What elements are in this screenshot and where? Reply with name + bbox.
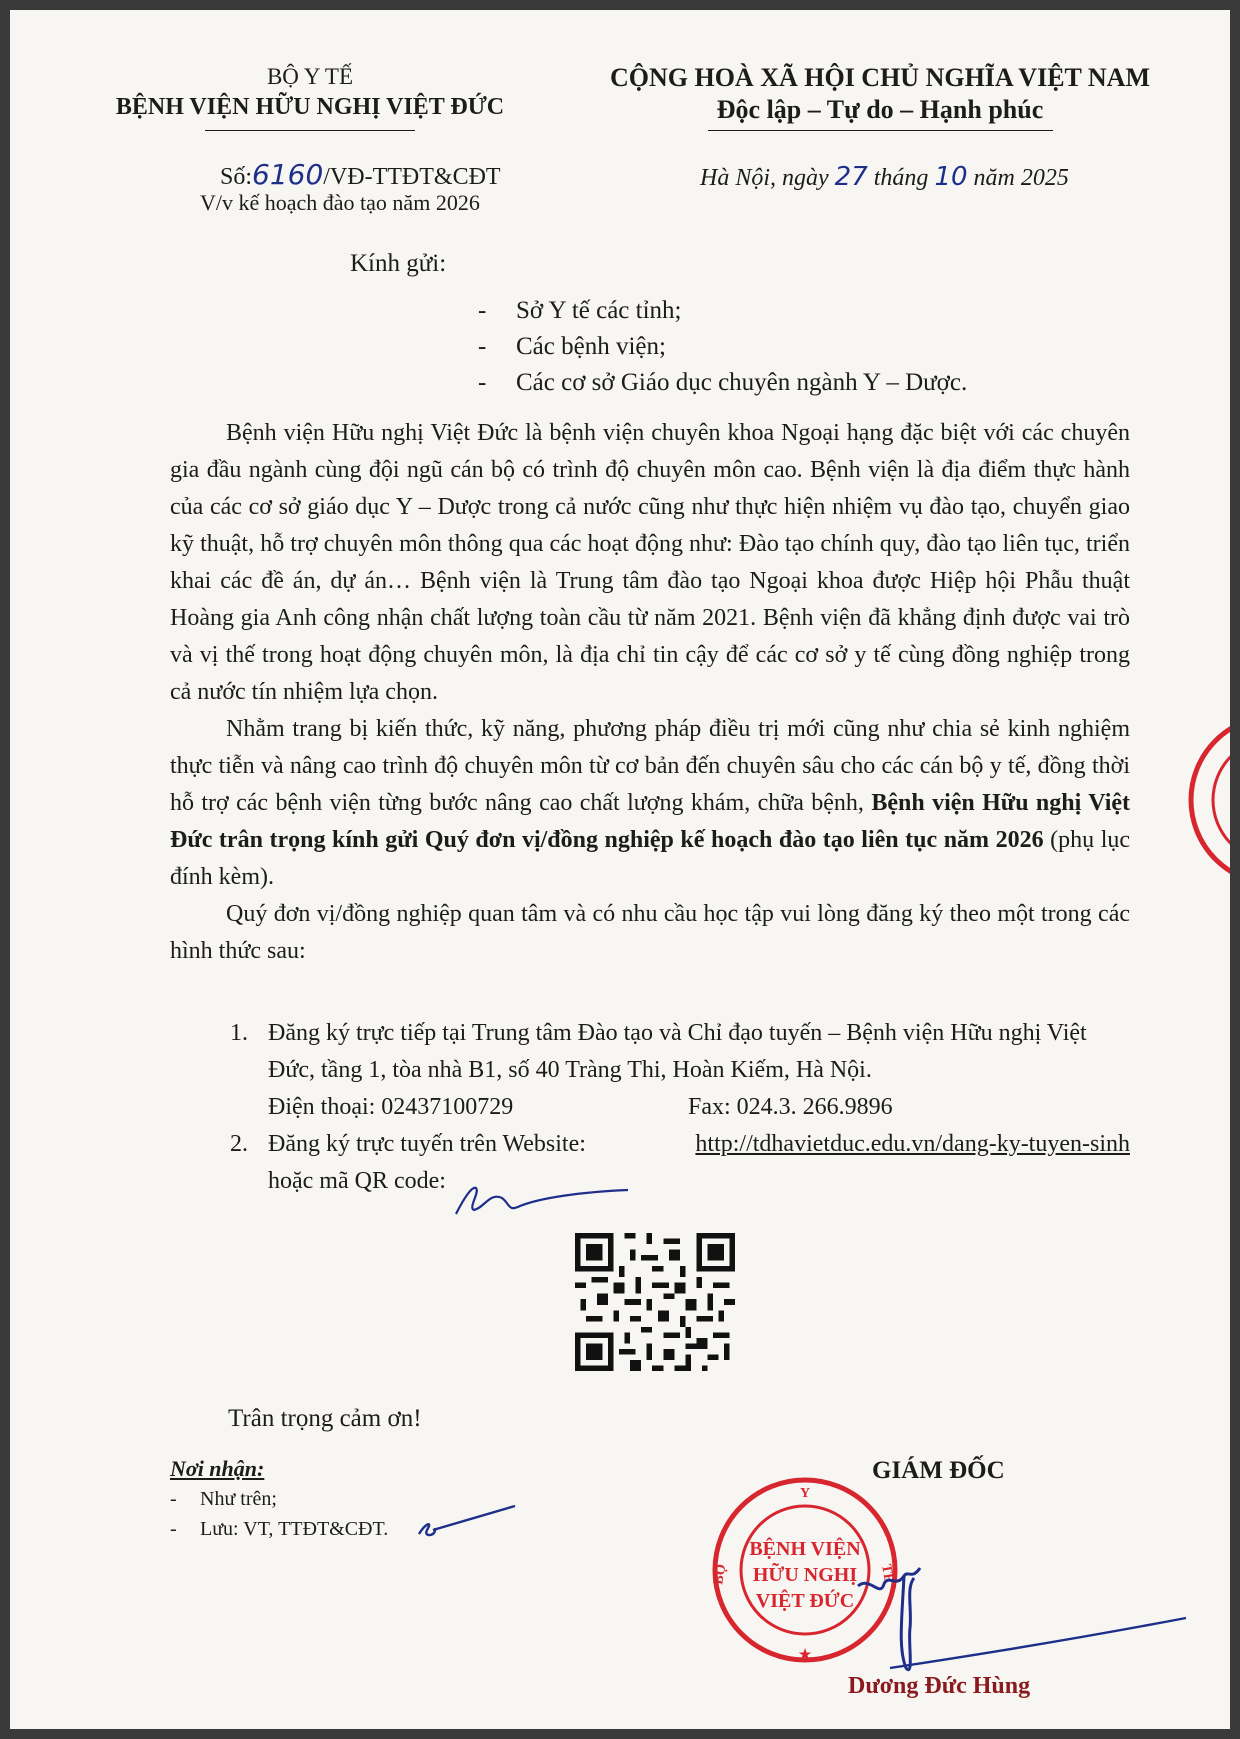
document-page: [10, 10, 1230, 1729]
recipient-item: - Sở Y tế các tỉnh;: [478, 297, 682, 324]
svg-text:HỮU NGHỊ: HỮU NGHỊ: [752, 1564, 858, 1586]
header-left: [70, 62, 550, 131]
qr-code-icon[interactable]: [575, 1232, 735, 1372]
recipients-footer-title: Nơi nhận:: [170, 1456, 265, 1481]
contact-row: [268, 1089, 1130, 1126]
archive-initial-icon: [415, 1500, 525, 1550]
doc-number-prefix: Số:: [220, 164, 253, 190]
registration-list: [230, 1015, 1130, 1200]
svg-text:BỆNH VIỆN: BỆNH VIỆN: [749, 1538, 861, 1560]
doc-number-handwritten: 6160: [252, 158, 324, 191]
salutation: Kính gửi:: [350, 250, 447, 277]
svg-text:TẾ: TẾ: [878, 1563, 897, 1585]
paragraph-purpose: Nhằm trang bị kiến thức, kỹ năng, phương pháp điều trị mới cũng như chia sẻ kinh nghiệm thực tiễn và nâng cao trình độ chuyên môn từ cơ bản đến chuyên sâu cho các cán bộ y tế, đồng thời hỗ trợ các bệnh viện từng bước nâng cao chất lượng khám, chữa bệnh, Bệnh viện Hữu nghị Việt Đức trân trọng kính gửi Quý đơn vị/đồng nghiệp kế hoạch đào tạo liên tục năm 2026 (phụ lục đính kèm).: [170, 716, 1131, 890]
initial-signature-icon: [450, 1178, 640, 1228]
header-right: [570, 62, 1190, 131]
document-date: [700, 162, 1069, 192]
hospital-name: BỆNH VIỆN HỮU NGHỊ VIỆT ĐỨC: [115, 94, 505, 120]
paragraph-registration-intro: Quý đơn vị/đồng nghiệp quan tâm và có nhu cầu học tập vui lòng đăng ký theo một trong các hình thức sau:: [170, 901, 1130, 964]
date-year: năm 2025: [967, 165, 1069, 191]
svg-text:BỘ: BỘ: [711, 1563, 730, 1586]
country-name: CỘNG HOÀ XÃ HỘI CHỦ NGHĨA VIỆT NAM: [609, 63, 1151, 92]
purpose-bold-statement: Bệnh viện Hữu nghị Việt Đức trân trọng kính gửi Quý đơn vị/đồng nghiệp kế hoạch đào tạo liên tục năm 2026: [170, 790, 1131, 853]
online-registration-text: Đăng ký trực tuyến trên Website:: [268, 1131, 586, 1157]
date-month-label: tháng: [867, 165, 935, 191]
svg-text:Y: Y: [799, 1486, 811, 1501]
recipient-list: [478, 293, 967, 401]
ministry-name: BỘ Y TẾ: [266, 64, 354, 89]
fax-number: Fax: 024.3. 266.9896: [688, 1094, 893, 1120]
recipients-footer-item: - Lưu: VT, TTĐT&CĐT.: [170, 1518, 389, 1540]
registration-option-direct: 1. Đăng ký trực tiếp tại Trung tâm Đào tạo và Chỉ đạo tuyến – Bệnh viện Hữu nghị Việt Đức, tầng 1, tòa nhà B1, số 40 Tràng Thi, Hoàn Kiếm, Hà Nội. Điện thoại: 02437100729 Fax: 024.3. 266.9896: [230, 1015, 1130, 1126]
paragraph-intro: Bệnh viện Hữu nghị Việt Đức là bệnh viện chuyên khoa Ngoại hạng đặc biệt với các chuyên gia đầu ngành cùng đội ngũ cán bộ có trình độ chuyên môn cao. Bệnh viện là địa điểm thực hành của các cơ sở giáo dục Y – Dược trong cả nước cũng như thực hiện nhiệm vụ đào tạo, chuyển giao kỹ thuật, hỗ trợ chuyên môn thông qua các hoạt động như: Đào tạo chính quy, đào tạo liên tục, triển khai các đề án, dự án… Bệnh viện là Trung tâm đào tạo Ngoại khoa được Hiệp hội Phẫu thuật Hoàng gia Anh công nhận chất lượng toàn cầu từ năm 2021. Bệnh viện đã khẳng định được vai trò và vị thế trong hoạt động chuyên môn, là địa chỉ tin cậy để các cơ sở y tế cùng đồng nghiệp trong cả nước tín nhiệm lựa chọn.: [170, 420, 1130, 705]
document-subject: V/v kế hoạch đào tạo năm 2026: [200, 190, 480, 215]
national-motto: Độc lập – Tự do – Hạnh phúc: [716, 95, 1044, 124]
registration-website-link[interactable]: http://tdhavietduc.edu.vn/dang-ky-tuyen-sinh: [695, 1131, 1130, 1157]
closing-thanks: Trân trọng cảm ơn!: [228, 1405, 422, 1432]
letter-body: [170, 415, 1130, 970]
recipients-footer-item: - Như trên;: [170, 1488, 277, 1510]
director-title: GIÁM ĐỐC: [872, 1457, 1005, 1484]
direct-registration-text: Đăng ký trực tiếp tại Trung tâm Đào tạo và Chỉ đạo tuyến – Bệnh viện Hữu nghị Việt Đức, tầng 1, tòa nhà B1, số 40 Tràng Thi, Hoàn Kiếm, Hà Nội.: [268, 1020, 1087, 1083]
svg-text:★: ★: [798, 1648, 812, 1663]
date-month: 10: [934, 162, 968, 192]
edge-stamp-icon: [1180, 710, 1230, 890]
recipient-item: - Các bệnh viện;: [478, 333, 666, 360]
doc-number-suffix: /VĐ-TTĐT&CĐT: [323, 164, 501, 190]
header-left-rule: [205, 130, 415, 131]
qr-code-label: hoặc mã QR code:: [268, 1168, 446, 1194]
svg-text:VIỆT ĐỨC: VIỆT ĐỨC: [755, 1590, 855, 1612]
signer-name: Dương Đức Hùng: [848, 1673, 1031, 1699]
phone-number: Điện thoại: 02437100729: [268, 1094, 514, 1120]
recipients-footer: [170, 1454, 388, 1544]
registration-option-online: 2. Đăng ký trực tuyến trên Website: http://tdhavietduc.edu.vn/dang-ky-tuyen-sinh hoặc mã QR code:: [230, 1126, 1130, 1200]
date-place: Hà Nội, ngày: [700, 165, 835, 191]
date-day: 27: [834, 162, 868, 192]
recipient-item: - Các cơ sở Giáo dục chuyên ngành Y – Dược.: [478, 369, 968, 396]
document-number: [220, 158, 501, 191]
header-right-rule: [708, 130, 1053, 131]
